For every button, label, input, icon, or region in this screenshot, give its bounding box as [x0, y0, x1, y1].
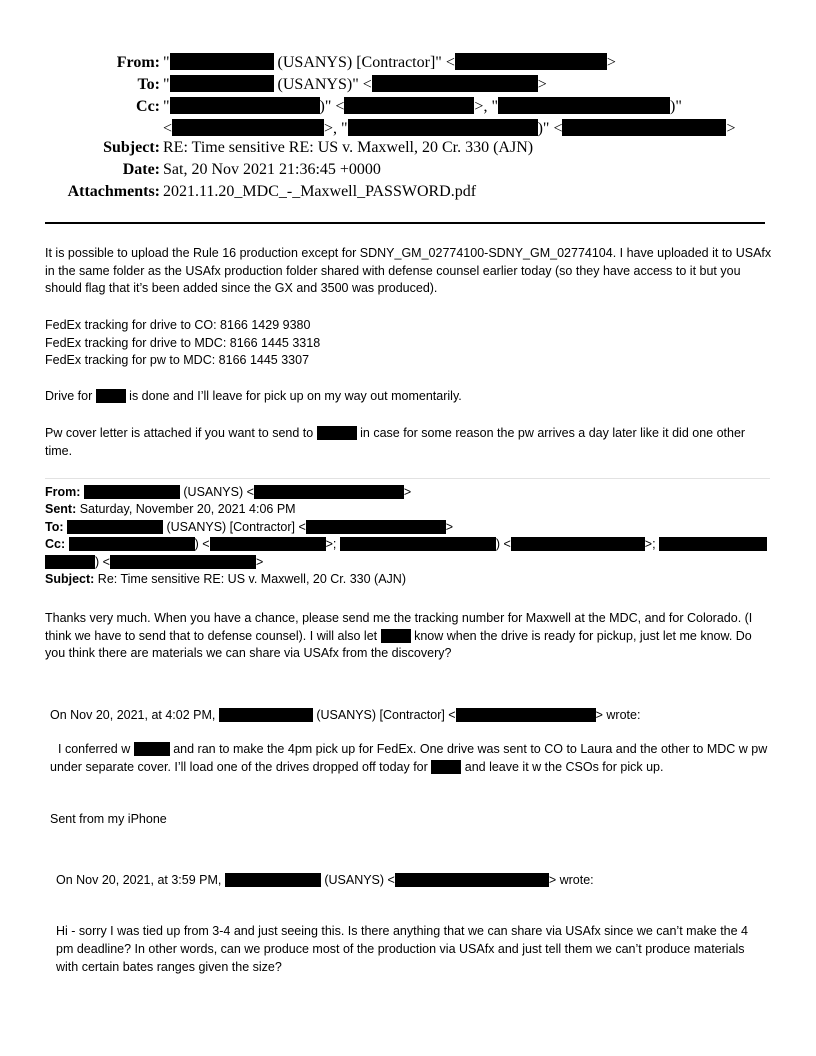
- header-to-row: [0, 75, 816, 97]
- body-paragraph-pw: Pw cover letter is attached if you want to send to in case for some reason the pw arrives a day later like it did one other time.: [45, 426, 746, 458]
- redaction: [381, 629, 411, 643]
- redaction: [431, 760, 461, 774]
- redaction: [659, 537, 767, 551]
- date-value: Sat, 20 Nov 2021 21:36:45 +0000: [163, 161, 381, 178]
- header-cc-row: [0, 97, 816, 119]
- redaction: [511, 537, 645, 551]
- redaction: [498, 97, 670, 114]
- quote1-body: I conferred w and ran to make the 4pm pick up for FedEx. One drive was sent to CO to Laura and the other to MDC w pw under separate cover. I’ll load one of the drives dropped off today for and leave it w the CSOs for pick up.: [50, 742, 768, 774]
- reply-from-row: From: (USANYS) < >: [45, 485, 412, 499]
- header-from-row: [0, 53, 816, 75]
- redaction: [210, 537, 326, 551]
- fedex-tracking-co: FedEx tracking for drive to CO: 8166 1429 9380: [45, 318, 311, 332]
- quote2-intro: On Nov 20, 2021, at 3:59 PM, (USANYS) < > wrote:: [56, 873, 594, 887]
- from-label: From:: [116, 54, 160, 71]
- redaction: [344, 97, 474, 114]
- fedex-tracking-mdc: FedEx tracking for drive to MDC: 8166 1445 3318: [45, 335, 321, 350]
- cc-value-line2: < >, " )" < >: [163, 120, 736, 137]
- header-subject-row: [0, 138, 816, 160]
- redaction: [110, 555, 256, 569]
- redaction: [219, 708, 313, 722]
- redaction: [84, 485, 180, 499]
- attachments-label: Attachments:: [67, 183, 160, 200]
- reply-sent-row: Sent: Saturday, November 20, 2021 4:06 PM: [45, 502, 296, 517]
- header-date-row: [0, 160, 816, 182]
- reply-subject-row: Subject: Re: Time sensitive RE: US v. Maxwell, 20 Cr. 330 (AJN): [45, 572, 406, 587]
- reply-to-row: To: (USANYS) [Contractor] < >: [45, 519, 454, 534]
- attachment-link[interactable]: 2021.11.20_MDC_-_Maxwell_PASSWORD.pdf: [163, 183, 477, 200]
- date-label: Date:: [122, 161, 160, 178]
- redaction: [306, 520, 446, 534]
- quote2-body: Hi - sorry I was tied up from 3-4 and just seeing this. Is there anything that we can share via USAfx since we can’t make the 4 pm deadline? In other words, can we produce most of the production via USAfx and just tell them we can’t produce materials with certain bates ranges given the size?: [56, 924, 748, 974]
- redaction: [562, 119, 726, 136]
- message-body: [45, 245, 775, 298]
- quote1-intro: On Nov 20, 2021, at 4:02 PM, (USANYS) [Contractor] < > wrote:: [50, 708, 641, 722]
- reply-separator: [45, 478, 770, 479]
- reply-message: [45, 484, 775, 588]
- reply-cc-row-2: ) < >: [45, 554, 775, 571]
- quote1-signature: Sent from my iPhone: [50, 812, 167, 826]
- redaction: [170, 53, 274, 70]
- redaction: [172, 119, 324, 136]
- to-label: To:: [137, 76, 160, 93]
- cc-label: Cc:: [136, 98, 160, 115]
- header-attachments-row: [0, 182, 816, 204]
- redaction: [96, 389, 126, 403]
- body-paragraph-upload: It is possible to upload the Rule 16 production except for SDNY_GM_02774100-SDNY_GM_02774104. I have uploaded it to USAfx in the same folder as the USAfx production folder shared with defense counsel earlier today (so they have access to it but you should flag that it’s been added since the GX and 3500 was produced).: [45, 246, 772, 296]
- header-divider: [45, 222, 765, 224]
- reply-cc-row: Cc: ) < >; ) < >;: [45, 536, 775, 553]
- redaction: [69, 537, 195, 551]
- redaction: [455, 53, 607, 70]
- redaction: [395, 873, 549, 887]
- redaction: [170, 75, 274, 92]
- to-value: " (USANYS)" < >: [163, 76, 547, 93]
- cc-value-line1: " )" < >, " )": [163, 98, 682, 115]
- redaction: [317, 426, 357, 440]
- fedex-tracking-pw: FedEx tracking for pw to MDC: 8166 1445 3307: [45, 353, 310, 368]
- redaction: [45, 555, 95, 569]
- redaction: [170, 97, 320, 114]
- redaction: [348, 119, 538, 136]
- redaction: [134, 742, 170, 756]
- redaction: [456, 708, 596, 722]
- from-value: " (USANYS) [Contractor]" < >: [163, 54, 616, 71]
- redaction: [225, 873, 321, 887]
- redaction: [254, 485, 404, 499]
- redaction: [67, 520, 163, 534]
- redaction: [372, 75, 538, 92]
- fedex-tracking-list: [45, 317, 775, 370]
- body-paragraph-drive: Drive for is done and I’ll leave for pick up on my way out momentarily.: [45, 389, 462, 403]
- reply-body: Thanks very much. When you have a chance, please send me the tracking number for Maxwell at the MDC, and for Colorado. (I think we have to send that to defense counsel). I will also let know when the drive is ready for pickup, just let me know. Do you think there are materials we can share via USAfx from the discovery?: [45, 611, 753, 660]
- redaction: [340, 537, 496, 551]
- subject-value: RE: Time sensitive RE: US v. Maxwell, 20 Cr. 330 (AJN): [163, 139, 534, 156]
- subject-label: Subject:: [103, 139, 160, 156]
